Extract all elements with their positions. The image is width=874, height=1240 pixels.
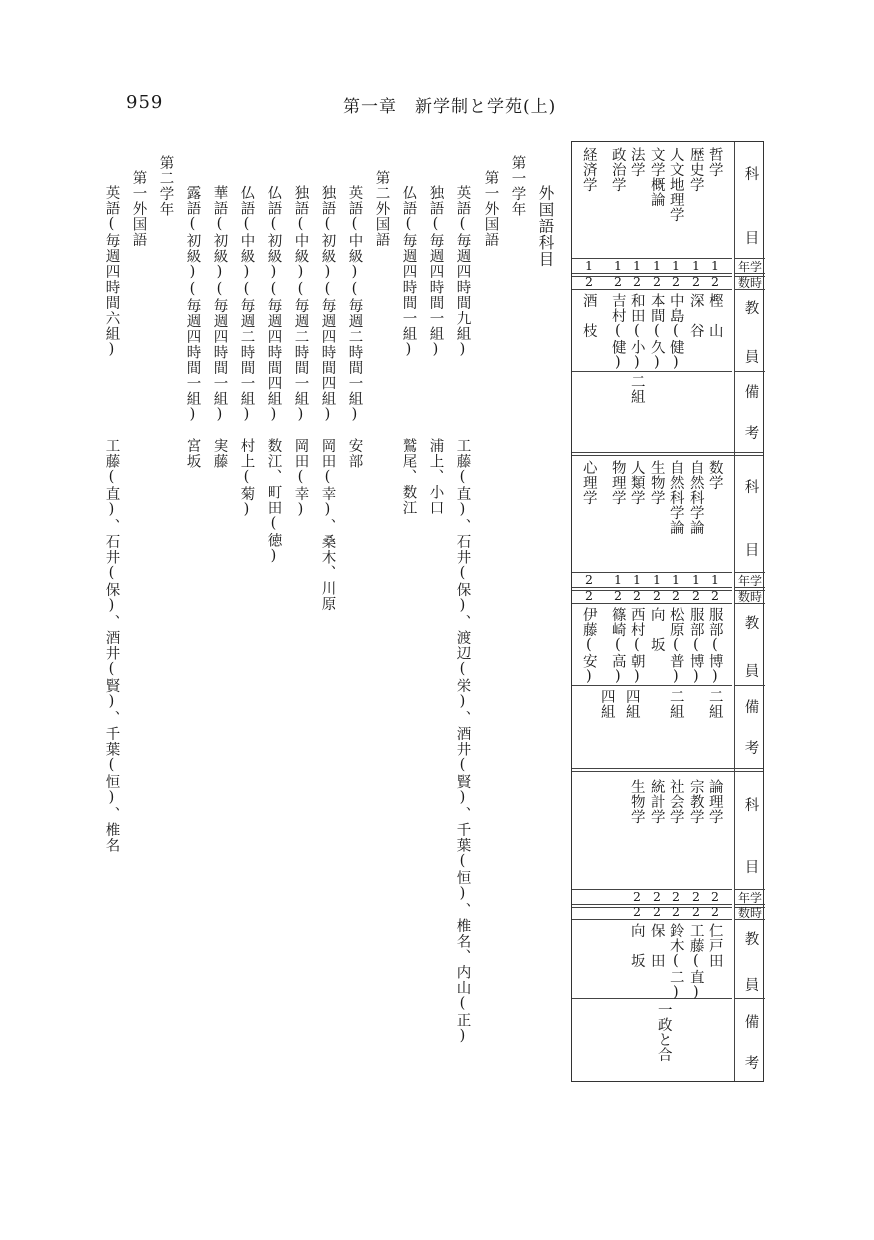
hours-cell: 2: [711, 274, 719, 289]
header-notes: 考: [742, 425, 759, 440]
header-hours: 数時: [738, 906, 763, 920]
hours-cell: 2: [633, 904, 641, 919]
course-teachers: 鷲尾、数江: [400, 438, 417, 516]
running-head: 第一章 新学制と学苑(上): [343, 97, 557, 117]
header-teacher: 教: [742, 615, 759, 630]
year-cell: 2: [585, 572, 593, 587]
header-year: 年学: [738, 574, 763, 588]
teacher-cell: 服部(博): [687, 607, 704, 685]
page-number: 959: [126, 92, 164, 113]
year-cell: 1: [633, 258, 641, 273]
hours-cell: 2: [692, 588, 700, 603]
year-cell: 1: [653, 572, 661, 587]
year-cell: 2: [711, 889, 719, 904]
subject-cell: 歴史学: [687, 147, 704, 192]
hours-cell: 2: [692, 904, 700, 919]
subject-cell: 論理学: [706, 779, 723, 824]
year-cell: 2: [653, 889, 661, 904]
year-cell: 2: [633, 889, 641, 904]
subject-cell: 文学概論: [648, 147, 665, 207]
header-teacher: 員: [742, 349, 759, 364]
course-french: 仏語(毎週四時間一組): [400, 185, 417, 359]
teacher-cell: 和田(小): [628, 293, 645, 371]
course-french-mid: 仏語(中級)(毎週二時間一組): [238, 185, 255, 424]
hours-cell: 2: [711, 588, 719, 603]
header-hours: 数時: [738, 276, 763, 290]
header-subject: 目: [742, 859, 759, 874]
teacher-cell: 保 田: [648, 923, 665, 968]
subject-cell: 物理学: [609, 460, 626, 505]
subject-cell: 生物学: [648, 460, 665, 505]
subject-cell: 経済学: [580, 147, 597, 192]
teacher-cell: 工藤(直): [687, 923, 704, 1001]
hours-cell: 2: [633, 588, 641, 603]
year-cell: 1: [585, 258, 593, 273]
course-french-beginner: 仏語(初級)(毎週四時間四組): [265, 185, 282, 424]
subject-cell: 哲学: [706, 147, 723, 177]
hours-cell: 2: [614, 274, 622, 289]
teacher-cell: 向 坂: [648, 607, 665, 652]
curriculum-table: [571, 141, 764, 1082]
hours-cell: 2: [653, 588, 661, 603]
course-teachers: 村上(菊): [238, 438, 255, 519]
header-notes: 備: [742, 384, 759, 399]
teacher-cell: 仁戸田: [706, 923, 723, 968]
header-notes: 考: [742, 740, 759, 755]
subject-cell: 数学: [706, 460, 723, 490]
language-group-heading: 第一外国語: [482, 170, 499, 248]
subject-cell: 法学: [628, 147, 645, 177]
teacher-cell: 服部(博): [706, 607, 723, 685]
teacher-cell: 酒 枝: [580, 293, 597, 338]
notes-cell: 四組: [598, 689, 615, 719]
header-teacher: 員: [742, 663, 759, 678]
year-cell: 1: [711, 572, 719, 587]
subject-cell: 自然科学論: [687, 460, 704, 535]
header-subject: 目: [742, 230, 759, 245]
hours-cell: 2: [711, 904, 719, 919]
hours-cell: 2: [692, 274, 700, 289]
header-notes: 備: [742, 1014, 759, 1029]
subject-cell: 心理学: [580, 460, 597, 505]
course-teachers: 工藤(直)、石井(保)、酒井(賢)、千葉(恒)、椎名: [103, 438, 120, 853]
header-year: 年学: [738, 260, 763, 274]
subject-cell: 政治学: [609, 147, 626, 192]
header-teacher: 教: [742, 300, 759, 315]
course-teachers: 工藤(直)、石井(保)、渡辺(栄)、酒井(賢)、千葉(恒)、椎名、内山(正): [454, 438, 471, 1045]
header-subject: 科: [742, 479, 759, 494]
subject-cell: 自然科学論: [667, 460, 684, 535]
course-russian-beginner: 露語(初級)(毎週四時間一組): [184, 185, 201, 424]
course-german: 独語(毎週四時間一組): [427, 185, 444, 359]
notes-cell: 二組: [628, 374, 645, 404]
hours-cell: 2: [653, 904, 661, 919]
header-teacher: 員: [742, 977, 759, 992]
year-heading: 第二学年: [157, 155, 174, 217]
course-english: 英語(毎週四時間六組): [103, 185, 120, 359]
header-hours: 数時: [738, 590, 763, 604]
year-cell: 2: [672, 889, 680, 904]
year-cell: 1: [653, 258, 661, 273]
subject-cell: 生物学: [628, 779, 645, 824]
teacher-cell: 中島(健): [667, 293, 684, 371]
hours-cell: 2: [672, 904, 680, 919]
header-notes: 考: [742, 1055, 759, 1070]
notes-cell: 一政と合: [655, 1002, 672, 1062]
course-teachers: 浦上、小口: [427, 438, 444, 516]
header-year: 年学: [738, 891, 763, 905]
year-cell: 1: [711, 258, 719, 273]
teacher-cell: 鈴木(二): [667, 923, 684, 1001]
year-cell: 1: [614, 258, 622, 273]
hours-cell: 2: [585, 588, 593, 603]
teacher-cell: 吉村(健): [609, 293, 626, 371]
year-cell: 1: [633, 572, 641, 587]
subject-cell: 人文地理学: [667, 147, 684, 222]
year-cell: 1: [692, 258, 700, 273]
course-teachers: 実藤: [211, 438, 228, 469]
teacher-cell: 篠崎(高): [609, 607, 626, 685]
course-english-mid: 英語(中級)(毎週二時間一組): [346, 185, 363, 424]
year-cell: 1: [672, 572, 680, 587]
language-group-heading: 第二外国語: [373, 170, 390, 248]
teacher-cell: 本間(久): [648, 293, 665, 371]
course-teachers: 岡田(幸)、桑木、川原: [319, 438, 336, 612]
teacher-cell: 向 坂: [628, 923, 645, 968]
header-subject: 目: [742, 542, 759, 557]
course-teachers: 宮坂: [184, 438, 201, 469]
teacher-cell: 松原(普): [667, 607, 684, 685]
teacher-cell: 深 谷: [687, 293, 704, 338]
language-group-heading: 第一外国語: [130, 170, 147, 248]
subject-cell: 宗教学: [687, 779, 704, 824]
hours-cell: 2: [672, 274, 680, 289]
year-cell: 1: [614, 572, 622, 587]
header-subject: 科: [742, 797, 759, 812]
teacher-cell: 西村(朝): [628, 607, 645, 685]
course-teachers: 岡田(幸): [292, 438, 309, 519]
hours-cell: 2: [614, 588, 622, 603]
course-english: 英語(毎週四時間九組): [454, 185, 471, 359]
hours-cell: 2: [585, 274, 593, 289]
year-cell: 2: [692, 889, 700, 904]
subject-cell: 人類学: [628, 460, 645, 505]
hours-cell: 2: [672, 588, 680, 603]
header-notes: 備: [742, 699, 759, 714]
header-teacher: 教: [742, 931, 759, 946]
hours-cell: 2: [633, 274, 641, 289]
course-german-mid: 独語(中級)(毎週二時間一組): [292, 185, 309, 424]
notes-cell: 四組: [623, 689, 640, 719]
header-subject: 科: [742, 166, 759, 181]
course-teachers: 数江、町田(徳): [265, 438, 282, 565]
teacher-cell: 伊藤(安): [580, 607, 597, 685]
course-german-beginner: 独語(初級)(毎週四時間四組): [319, 185, 336, 424]
course-chinese-beginner: 華語(初級)(毎週四時間一組): [211, 185, 228, 424]
teacher-cell: 樫 山: [706, 293, 723, 338]
hours-cell: 2: [653, 274, 661, 289]
header-column: [734, 142, 765, 1081]
notes-cell: 二組: [667, 689, 684, 719]
subject-cell: 統計学: [648, 779, 665, 824]
course-teachers: 安部: [346, 438, 363, 469]
year-cell: 1: [692, 572, 700, 587]
year-cell: 1: [672, 258, 680, 273]
year-heading: 第一学年: [509, 155, 526, 217]
notes-cell: 二組: [706, 689, 723, 719]
section-title: 外国語科目: [536, 185, 555, 268]
subject-cell: 社会学: [667, 779, 684, 824]
